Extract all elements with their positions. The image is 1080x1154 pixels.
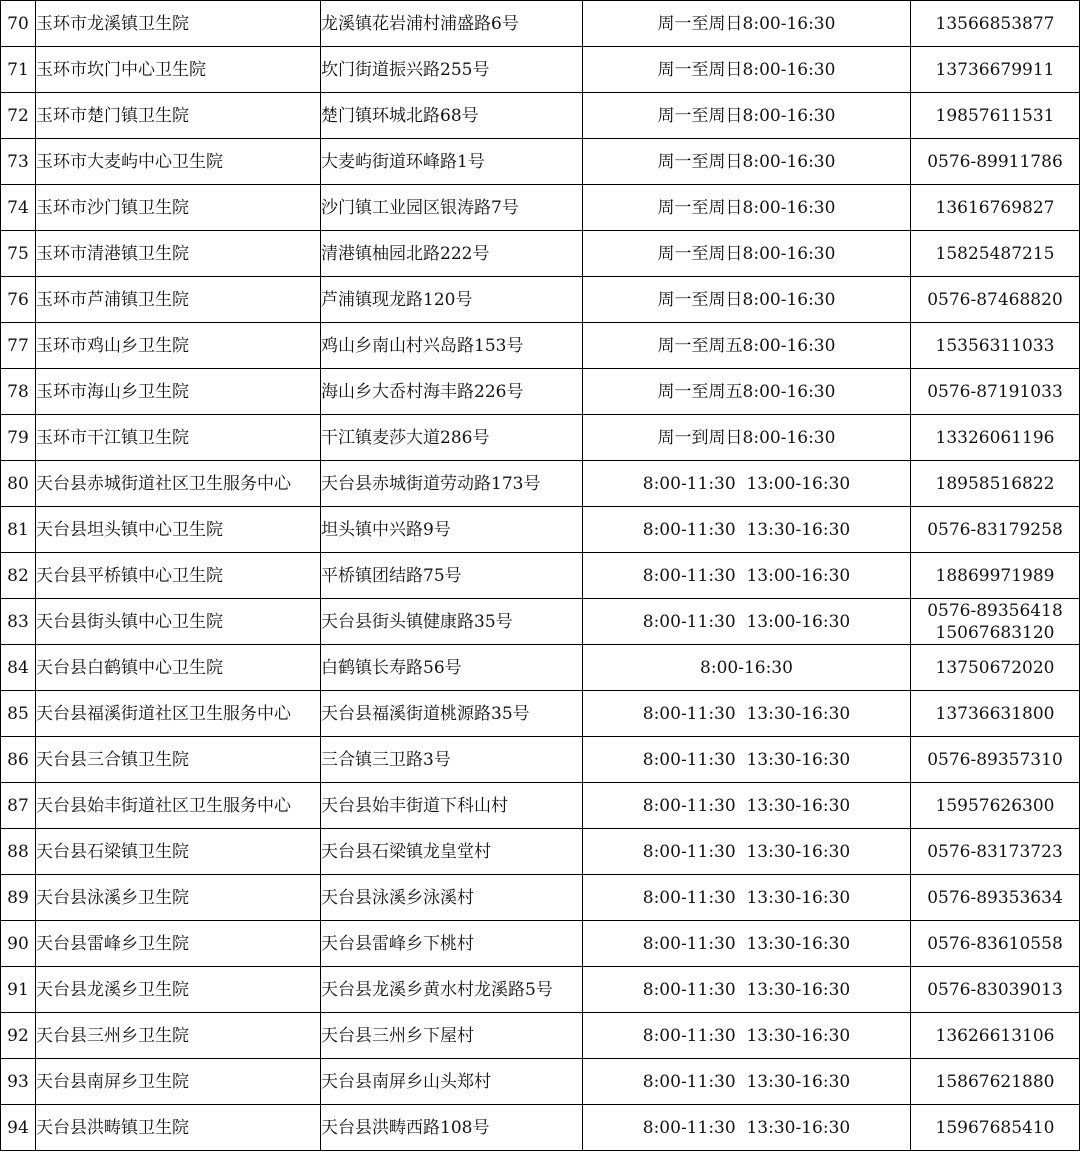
clinic-name-cell: 玉环市楚门镇卫生院 <box>36 93 321 139</box>
phone-cell <box>911 185 1080 231</box>
row-number-cell: 92 <box>1 1013 36 1059</box>
address-cell: 海山乡大岙村海丰路226号 <box>321 369 583 415</box>
address-cell: 清港镇柚园北路222号 <box>321 231 583 277</box>
address-cell: 天台县泳溪乡泳溪村 <box>321 875 583 921</box>
clinic-name-cell: 玉环市鸡山乡卫生院 <box>36 323 321 369</box>
hours-cell: 8:00-11:30 13:30-16:30 <box>583 783 911 829</box>
clinic-name-cell: 天台县龙溪乡卫生院 <box>36 967 321 1013</box>
clinic-name-cell: 天台县三合镇卫生院 <box>36 737 321 783</box>
table-row <box>1 967 1080 1013</box>
hours-cell: 周一至周日8:00-16:30 <box>583 47 911 93</box>
row-number-cell: 82 <box>1 553 36 599</box>
hours-cell: 周一至周日8:00-16:30 <box>583 231 911 277</box>
phone-number: 18958516822 <box>935 473 1055 494</box>
table-row <box>1 369 1080 415</box>
phone-number: 15867621880 <box>935 1071 1055 1092</box>
phone-number: 0576-89353634 <box>927 887 1063 908</box>
address-cell: 平桥镇团结路75号 <box>321 553 583 599</box>
phone-cell <box>911 461 1080 507</box>
phone-number: 0576-83039013 <box>927 979 1063 1000</box>
row-number-cell: 85 <box>1 691 36 737</box>
phone-number: 15957626300 <box>935 795 1055 816</box>
table-row <box>1 231 1080 277</box>
hours-cell: 周一至周日8:00-16:30 <box>583 277 911 323</box>
hours-cell: 8:00-11:30 13:30-16:30 <box>583 1105 911 1151</box>
row-number-cell: 94 <box>1 1105 36 1151</box>
clinic-name-cell: 天台县洪畴镇卫生院 <box>36 1105 321 1151</box>
address-cell: 天台县始丰街道下科山村 <box>321 783 583 829</box>
address-cell: 龙溪镇花岩浦村浦盛路6号 <box>321 1 583 47</box>
table-row <box>1 1 1080 47</box>
table-row <box>1 553 1080 599</box>
phone-cell <box>911 875 1080 921</box>
hours-cell: 8:00-11:30 13:30-16:30 <box>583 875 911 921</box>
table-row <box>1 645 1080 691</box>
phone-number: 15356311033 <box>935 335 1055 356</box>
clinic-name-cell: 天台县三州乡卫生院 <box>36 1013 321 1059</box>
hours-cell: 周一到周日8:00-16:30 <box>583 415 911 461</box>
row-number-cell: 83 <box>1 599 36 645</box>
phone-number: 0576-83173723 <box>927 841 1063 862</box>
phone-number: 0576-83610558 <box>927 933 1063 954</box>
table-row <box>1 737 1080 783</box>
row-number-cell: 70 <box>1 1 36 47</box>
phone-number: 15067683120 <box>935 622 1055 643</box>
table-row <box>1 93 1080 139</box>
phone-number: 0576-89911786 <box>927 151 1063 172</box>
address-cell: 天台县石梁镇龙皇堂村 <box>321 829 583 875</box>
phone-number: 0576-89357310 <box>927 749 1063 770</box>
phone-number: 13736679911 <box>935 59 1055 80</box>
phone-cell <box>911 93 1080 139</box>
row-number-cell: 79 <box>1 415 36 461</box>
hours-cell: 8:00-16:30 <box>583 645 911 691</box>
hours-cell: 8:00-11:30 13:30-16:30 <box>583 921 911 967</box>
phone-cell <box>911 1059 1080 1105</box>
address-cell: 大麦屿街道环峰路1号 <box>321 139 583 185</box>
address-cell: 天台县洪畴西路108号 <box>321 1105 583 1151</box>
row-number-cell: 75 <box>1 231 36 277</box>
phone-number: 13616769827 <box>935 197 1055 218</box>
phone-number: 13566853877 <box>935 13 1055 34</box>
table-row <box>1 185 1080 231</box>
phone-cell <box>911 829 1080 875</box>
clinic-name-cell: 玉环市干江镇卫生院 <box>36 415 321 461</box>
hours-cell: 周一至周五8:00-16:30 <box>583 369 911 415</box>
hours-cell: 8:00-11:30 13:00-16:30 <box>583 599 911 645</box>
phone-number: 0576-87191033 <box>927 381 1063 402</box>
table-row <box>1 875 1080 921</box>
address-cell: 天台县南屏乡山头郑村 <box>321 1059 583 1105</box>
clinic-name-cell: 玉环市清港镇卫生院 <box>36 231 321 277</box>
phone-cell <box>911 645 1080 691</box>
clinic-name-cell: 天台县白鹤镇中心卫生院 <box>36 645 321 691</box>
phone-number: 19857611531 <box>935 105 1055 126</box>
phone-cell <box>911 921 1080 967</box>
clinic-name-cell: 玉环市沙门镇卫生院 <box>36 185 321 231</box>
phone-number: 0576-89356418 <box>927 600 1063 621</box>
clinic-name-cell: 玉环市坎门中心卫生院 <box>36 47 321 93</box>
row-number-cell: 88 <box>1 829 36 875</box>
hours-cell: 8:00-11:30 13:30-16:30 <box>583 507 911 553</box>
clinic-name-cell: 玉环市海山乡卫生院 <box>36 369 321 415</box>
phone-number: 18869971989 <box>935 565 1055 586</box>
phone-cell <box>911 1013 1080 1059</box>
table-row <box>1 47 1080 93</box>
row-number-cell: 84 <box>1 645 36 691</box>
phone-cell <box>911 691 1080 737</box>
table-row <box>1 323 1080 369</box>
phone-cell <box>911 967 1080 1013</box>
phone-number: 0576-87468820 <box>927 289 1063 310</box>
row-number-cell: 89 <box>1 875 36 921</box>
table-row <box>1 461 1080 507</box>
clinic-name-cell: 天台县石梁镇卫生院 <box>36 829 321 875</box>
phone-number: 13626613106 <box>935 1025 1055 1046</box>
phone-cell <box>911 277 1080 323</box>
table-row <box>1 507 1080 553</box>
row-number-cell: 81 <box>1 507 36 553</box>
row-number-cell: 71 <box>1 47 36 93</box>
address-cell: 芦浦镇现龙路120号 <box>321 277 583 323</box>
table-row <box>1 1105 1080 1151</box>
row-number-cell: 77 <box>1 323 36 369</box>
table-row <box>1 1013 1080 1059</box>
phone-cell <box>911 47 1080 93</box>
hours-cell: 8:00-11:30 13:30-16:30 <box>583 829 911 875</box>
address-cell: 坦头镇中兴路9号 <box>321 507 583 553</box>
clinic-name-cell: 天台县赤城街道社区卫生服务中心 <box>36 461 321 507</box>
table-row <box>1 921 1080 967</box>
clinic-name-cell: 天台县坦头镇中心卫生院 <box>36 507 321 553</box>
hours-cell: 8:00-11:30 13:30-16:30 <box>583 691 911 737</box>
address-cell: 天台县龙溪乡黄水村龙溪路5号 <box>321 967 583 1013</box>
row-number-cell: 86 <box>1 737 36 783</box>
hours-cell: 周一至周日8:00-16:30 <box>583 93 911 139</box>
hours-cell: 8:00-11:30 13:30-16:30 <box>583 1013 911 1059</box>
phone-cell <box>911 737 1080 783</box>
table-row <box>1 1059 1080 1105</box>
hours-cell: 周一至周五8:00-16:30 <box>583 323 911 369</box>
address-cell: 鸡山乡南山村兴岛路153号 <box>321 323 583 369</box>
table-row <box>1 783 1080 829</box>
row-number-cell: 91 <box>1 967 36 1013</box>
address-cell: 楚门镇环城北路68号 <box>321 93 583 139</box>
address-cell: 天台县雷峰乡下桃村 <box>321 921 583 967</box>
phone-number: 13326061196 <box>935 427 1055 448</box>
row-number-cell: 74 <box>1 185 36 231</box>
clinic-name-cell: 天台县福溪街道社区卫生服务中心 <box>36 691 321 737</box>
table-body <box>1 1 1080 1151</box>
address-cell: 天台县福溪街道桃源路35号 <box>321 691 583 737</box>
table-row <box>1 139 1080 185</box>
phone-cell <box>911 1105 1080 1151</box>
row-number-cell: 72 <box>1 93 36 139</box>
row-number-cell: 78 <box>1 369 36 415</box>
hours-cell: 8:00-11:30 13:30-16:30 <box>583 737 911 783</box>
phone-number: 0576-83179258 <box>927 519 1063 540</box>
address-cell: 白鹤镇长寿路56号 <box>321 645 583 691</box>
address-cell: 三合镇三卫路3号 <box>321 737 583 783</box>
hours-cell: 8:00-11:30 13:00-16:30 <box>583 553 911 599</box>
phone-cell <box>911 1 1080 47</box>
hours-cell: 8:00-11:30 13:30-16:30 <box>583 967 911 1013</box>
row-number-cell: 73 <box>1 139 36 185</box>
row-number-cell: 76 <box>1 277 36 323</box>
phone-cell <box>911 553 1080 599</box>
address-cell: 干江镇麦莎大道286号 <box>321 415 583 461</box>
clinic-name-cell: 玉环市龙溪镇卫生院 <box>36 1 321 47</box>
clinic-name-cell: 天台县泳溪乡卫生院 <box>36 875 321 921</box>
phone-number: 15967685410 <box>935 1117 1055 1138</box>
phone-number: 15825487215 <box>935 243 1055 264</box>
row-number-cell: 87 <box>1 783 36 829</box>
address-cell: 沙门镇工业园区银涛路7号 <box>321 185 583 231</box>
phone-number: 13750672020 <box>935 657 1055 678</box>
clinic-name-cell: 天台县街头镇中心卫生院 <box>36 599 321 645</box>
hours-cell: 周一至周日8:00-16:30 <box>583 139 911 185</box>
table-row <box>1 829 1080 875</box>
clinic-name-cell: 天台县平桥镇中心卫生院 <box>36 553 321 599</box>
row-number-cell: 80 <box>1 461 36 507</box>
table-row <box>1 691 1080 737</box>
clinic-name-cell: 天台县雷峰乡卫生院 <box>36 921 321 967</box>
row-number-cell: 93 <box>1 1059 36 1105</box>
phone-cell <box>911 507 1080 553</box>
table-row <box>1 415 1080 461</box>
clinic-name-cell: 玉环市大麦屿中心卫生院 <box>36 139 321 185</box>
hours-cell: 8:00-11:30 13:30-16:30 <box>583 1059 911 1105</box>
clinic-name-cell: 天台县南屏乡卫生院 <box>36 1059 321 1105</box>
phone-cell <box>911 139 1080 185</box>
phone-cell <box>911 599 1080 645</box>
phone-number: 13736631800 <box>935 703 1055 724</box>
hours-cell: 周一至周日8:00-16:30 <box>583 185 911 231</box>
address-cell: 天台县赤城街道劳动路173号 <box>321 461 583 507</box>
table-row <box>1 277 1080 323</box>
address-cell: 天台县街头镇健康路35号 <box>321 599 583 645</box>
phone-cell <box>911 783 1080 829</box>
row-number-cell: 90 <box>1 921 36 967</box>
phone-cell <box>911 415 1080 461</box>
clinic-name-cell: 玉环市芦浦镇卫生院 <box>36 277 321 323</box>
address-cell: 坎门街道振兴路255号 <box>321 47 583 93</box>
address-cell: 天台县三州乡下屋村 <box>321 1013 583 1059</box>
phone-cell <box>911 369 1080 415</box>
table-row <box>1 599 1080 645</box>
hours-cell: 8:00-11:30 13:00-16:30 <box>583 461 911 507</box>
clinic-name-cell: 天台县始丰街道社区卫生服务中心 <box>36 783 321 829</box>
phone-cell <box>911 323 1080 369</box>
hours-cell: 周一至周日8:00-16:30 <box>583 1 911 47</box>
phone-cell <box>911 231 1080 277</box>
